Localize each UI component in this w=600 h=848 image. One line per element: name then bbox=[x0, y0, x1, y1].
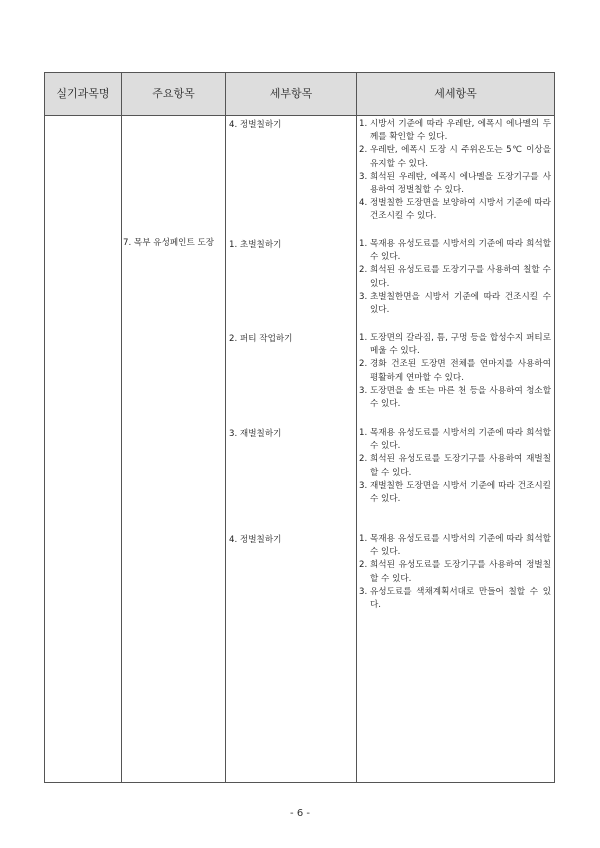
sub-item: 3. 재벌칠하기 bbox=[229, 429, 282, 439]
detail-item: 1. 시방서 기준에 따라 우레탄, 에폭시 에나멜의 두께를 확인할 수 있다. bbox=[359, 119, 551, 143]
main-item-cell: 7. 목부 유성페인트 도장 bbox=[123, 238, 215, 248]
column-divider bbox=[225, 73, 226, 782]
detail-item: 2. 희석된 유성도료를 도장기구를 사용하여 재벌칠할 수 있다. bbox=[359, 454, 551, 478]
detail-item: 2. 희석된 유성도료를 도장기구를 사용하여 정벌칠할 수 있다. bbox=[359, 560, 551, 584]
detail-item: 2. 희석된 유성도료를 도장기구를 사용하여 칠할 수 있다. bbox=[359, 265, 551, 289]
header-main-item: 주요항목 bbox=[152, 87, 195, 100]
detail-list bbox=[359, 332, 551, 411]
sub-item: 1. 초벌칠하기 bbox=[229, 240, 282, 250]
sub-item: 2. 퍼티 작업하기 bbox=[229, 334, 293, 344]
detail-list bbox=[359, 118, 551, 224]
detail-list bbox=[359, 427, 551, 506]
header-detail-item: 세세항목 bbox=[434, 87, 477, 100]
detail-item: 4. 정벌칠한 도장면을 보양하여 시방서 기준에 따라 건조시킬 수 있다. bbox=[359, 198, 551, 222]
header-sub-item: 세부항목 bbox=[269, 87, 313, 100]
detail-list bbox=[359, 533, 551, 612]
column-divider bbox=[121, 73, 122, 782]
sub-item: 4. 정벌칠하기 bbox=[229, 120, 282, 130]
header-subject-name: 실기과목명 bbox=[56, 87, 110, 100]
sub-item: 4. 정벌칠하기 bbox=[229, 535, 282, 545]
detail-item: 3. 재벌칠한 도장면을 시방서 기준에 따라 건조시킬 수 있다. bbox=[359, 480, 551, 505]
detail-item: 1. 목재용 유성도료를 시방서의 기준에 따라 희석할 수 있다. bbox=[359, 239, 551, 263]
column-divider bbox=[356, 73, 357, 782]
curriculum-table bbox=[44, 72, 555, 783]
detail-item: 3. 유성도료를 색채계획서대로 만들어 칠할 수 있다. bbox=[359, 586, 551, 611]
detail-item: 3. 도장면을 솔 또는 마른 천 등을 사용하여 청소할 수 있다. bbox=[359, 385, 551, 410]
detail-item: 2. 경화 건조된 도장면 전체를 연마지를 사용하여 평활하게 연마할 수 있다. bbox=[359, 359, 551, 383]
detail-item: 1. 목재용 유성도료를 시방서의 기준에 따라 희석할 수 있다. bbox=[359, 428, 551, 452]
detail-list bbox=[359, 238, 551, 317]
detail-item: 1. 목재용 유성도료를 시방서의 기준에 따라 희석할 수 있다. bbox=[359, 534, 551, 558]
page-number: - 6 - bbox=[290, 808, 310, 819]
detail-item: 2. 우레탄, 에폭시 도장 시 주위온도는 5℃ 이상을 유지할 수 있다. bbox=[359, 145, 551, 169]
detail-item: 3. 희석된 우레탄, 에폭시 에나멜을 도장기구를 사용하여 정벌칠할 수 있다. bbox=[359, 171, 551, 196]
detail-item: 3. 초벌칠한면을 시방서 기준에 따라 건조시킬 수 있다. bbox=[359, 291, 551, 316]
detail-item: 1. 도장면의 갈라짐, 틈, 구멍 등을 합성수지 퍼티로 메울 수 있다. bbox=[359, 333, 551, 357]
